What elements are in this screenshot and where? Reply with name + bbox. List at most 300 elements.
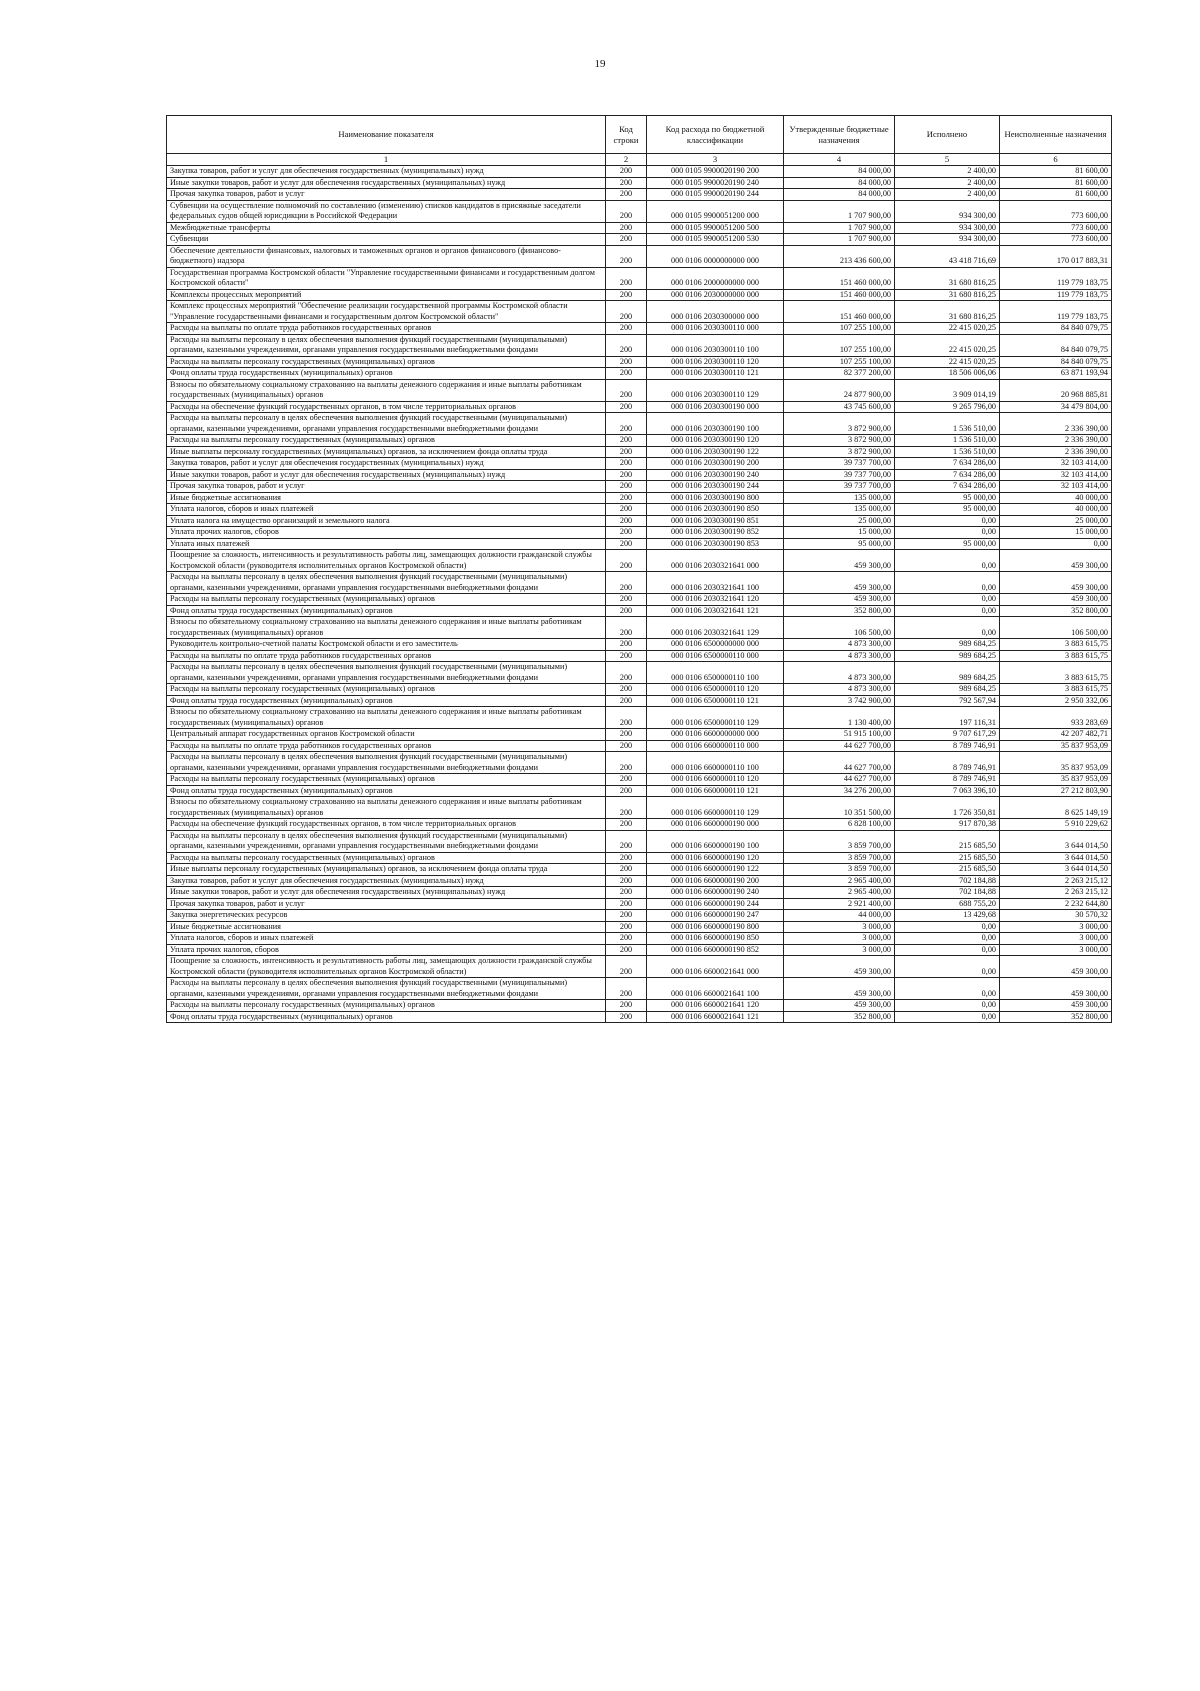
row-executed-amount: 8 789 746,91 [895,740,1000,752]
row-line-code: 200 [606,413,647,435]
row-executed-amount: 0,00 [895,978,1000,1000]
table-row [167,910,1112,922]
row-executed-amount: 917 870,38 [895,819,1000,831]
row-budget-classification-code: 000 0106 6500000110 120 [647,684,784,696]
row-approved-amount: 459 300,00 [784,550,895,572]
row-executed-amount: 13 429,68 [895,910,1000,922]
row-indicator-name: Расходы на выплаты персоналу в целях обеспечения выполнения функций государственными (муниципальными) органами, казенными учреждениями, органами управления государственными внебюджетными фондами [167,830,606,852]
row-approved-amount: 84 000,00 [784,177,895,189]
table-row [167,852,1112,864]
row-line-code: 200 [606,956,647,978]
row-unexecuted-amount: 2 336 390,00 [1000,446,1112,458]
row-unexecuted-amount: 34 479 804,00 [1000,401,1112,413]
table-row [167,413,1112,435]
row-budget-classification-code: 000 0106 2030321641 100 [647,572,784,594]
row-unexecuted-amount: 459 300,00 [1000,572,1112,594]
row-unexecuted-amount: 106 500,00 [1000,617,1112,639]
row-budget-classification-code: 000 0106 6500000000 000 [647,639,784,651]
row-approved-amount: 3 000,00 [784,944,895,956]
row-unexecuted-amount: 84 840 079,75 [1000,323,1112,335]
row-line-code: 200 [606,356,647,368]
row-executed-amount: 792 567,94 [895,695,1000,707]
row-executed-amount: 95 000,00 [895,538,1000,550]
row-line-code: 200 [606,707,647,729]
row-approved-amount: 135 000,00 [784,504,895,516]
row-approved-amount: 1 707 900,00 [784,234,895,246]
row-line-code: 200 [606,323,647,335]
row-executed-amount: 989 684,25 [895,684,1000,696]
row-line-code: 200 [606,458,647,470]
row-line-code: 200 [606,852,647,864]
row-line-code: 200 [606,245,647,267]
row-indicator-name: Иные закупки товаров, работ и услуг для обеспечения государственных (муниципальных) нужд [167,887,606,899]
row-unexecuted-amount: 81 600,00 [1000,189,1112,201]
row-approved-amount: 44 627 700,00 [784,752,895,774]
row-indicator-name: Расходы на выплаты персоналу государственных (муниципальных) органов [167,1000,606,1012]
table-row [167,752,1112,774]
row-indicator-name: Уплата налогов, сборов и иных платежей [167,933,606,945]
row-executed-amount: 7 634 286,00 [895,458,1000,470]
row-budget-classification-code: 000 0106 6600000190 122 [647,864,784,876]
header-indicator-name: Наименование показателя [167,116,606,154]
row-budget-classification-code: 000 0106 6600021641 100 [647,978,784,1000]
row-executed-amount: 2 400,00 [895,166,1000,178]
row-line-code: 200 [606,301,647,323]
table-row [167,334,1112,356]
row-approved-amount: 3 859 700,00 [784,852,895,864]
row-budget-classification-code: 000 0106 2030321641 120 [647,594,784,606]
row-executed-amount: 2 400,00 [895,177,1000,189]
row-approved-amount: 39 737 700,00 [784,481,895,493]
table-row [167,617,1112,639]
row-indicator-name: Расходы на выплаты персоналу государственных (муниципальных) органов [167,852,606,864]
row-line-code: 200 [606,740,647,752]
row-unexecuted-amount: 40 000,00 [1000,504,1112,516]
row-executed-amount: 934 300,00 [895,200,1000,222]
row-budget-classification-code: 000 0105 9900020190 244 [647,189,784,201]
row-line-code: 200 [606,650,647,662]
row-executed-amount: 22 415 020,25 [895,323,1000,335]
row-approved-amount: 1 707 900,00 [784,200,895,222]
row-approved-amount: 39 737 700,00 [784,458,895,470]
row-line-code: 200 [606,435,647,447]
row-indicator-name: Субвенции [167,234,606,246]
row-line-code: 200 [606,334,647,356]
table-row [167,189,1112,201]
row-executed-amount: 197 116,31 [895,707,1000,729]
row-indicator-name: Закупка товаров, работ и услуг для обеспечения государственных (муниципальных) нужд [167,875,606,887]
row-indicator-name: Расходы на выплаты по оплате труда работников государственных органов [167,323,606,335]
table-row [167,978,1112,1000]
row-unexecuted-amount: 3 883 615,75 [1000,684,1112,696]
row-indicator-name: Уплата прочих налогов, сборов [167,944,606,956]
row-budget-classification-code: 000 0106 6600000190 240 [647,887,784,899]
row-line-code: 200 [606,933,647,945]
row-approved-amount: 352 800,00 [784,1011,895,1023]
row-line-code: 200 [606,177,647,189]
row-unexecuted-amount: 459 300,00 [1000,956,1112,978]
header-unexecuted-appropriations: Неисполненные назначения [1000,116,1112,154]
row-approved-amount: 84 000,00 [784,166,895,178]
row-budget-classification-code: 000 0106 6600021641 120 [647,1000,784,1012]
row-approved-amount: 3 742 900,00 [784,695,895,707]
row-executed-amount: 1 536 510,00 [895,413,1000,435]
header-approved-appropriations: Утвержденные бюджетные назначения [784,116,895,154]
row-line-code: 200 [606,189,647,201]
table-row [167,898,1112,910]
row-executed-amount: 2 400,00 [895,189,1000,201]
row-unexecuted-amount: 3 883 615,75 [1000,639,1112,651]
row-budget-classification-code: 000 0106 6600000000 000 [647,729,784,741]
row-budget-classification-code: 000 0106 2030300190 244 [647,481,784,493]
row-executed-amount: 1 536 510,00 [895,446,1000,458]
table-row [167,875,1112,887]
row-indicator-name: Взносы по обязательному социальному страхованию на выплаты денежного содержания и иные выплаты работникам государственных (муниципальных) органов [167,617,606,639]
row-approved-amount: 84 000,00 [784,189,895,201]
row-indicator-name: Фонд оплаты труда государственных (муниципальных) органов [167,695,606,707]
row-unexecuted-amount: 3 883 615,75 [1000,650,1112,662]
row-line-code: 200 [606,538,647,550]
row-approved-amount: 44 627 700,00 [784,774,895,786]
row-unexecuted-amount: 2 336 390,00 [1000,413,1112,435]
row-approved-amount: 3 859 700,00 [784,830,895,852]
row-line-code: 200 [606,797,647,819]
row-executed-amount: 0,00 [895,527,1000,539]
row-budget-classification-code: 000 0106 2030300190 240 [647,469,784,481]
column-number: 4 [784,154,895,166]
row-line-code: 200 [606,898,647,910]
row-indicator-name: Иные выплаты персоналу государственных (муниципальных) органов, за исключением фонда оплаты труда [167,446,606,458]
row-approved-amount: 10 351 500,00 [784,797,895,819]
row-budget-classification-code: 000 0106 2030300190 200 [647,458,784,470]
row-indicator-name: Фонд оплаты труда государственных (муниципальных) органов [167,605,606,617]
row-line-code: 200 [606,752,647,774]
row-budget-classification-code: 000 0106 6500000110 000 [647,650,784,662]
row-budget-classification-code: 000 0106 2030300110 121 [647,368,784,380]
row-budget-classification-code: 000 0106 2030300190 851 [647,515,784,527]
row-unexecuted-amount: 32 103 414,00 [1000,481,1112,493]
row-indicator-name: Поощрение за сложность, интенсивность и результативность работы лиц, замещающих должности гражданской службы Костромской области (руководителя исполнительных органов Костромской области) [167,550,606,572]
row-line-code: 200 [606,200,647,222]
row-indicator-name: Расходы на выплаты персоналу государственных (муниципальных) органов [167,594,606,606]
row-budget-classification-code: 000 0106 2030300190 853 [647,538,784,550]
row-unexecuted-amount: 5 910 229,62 [1000,819,1112,831]
row-indicator-name: Государственная программа Костромской области "Управление государственными финансами и государственным долгом Костромской области" [167,267,606,289]
row-line-code: 200 [606,684,647,696]
row-line-code: 200 [606,166,647,178]
row-indicator-name: Руководитель контрольно-счетной палаты Костромской области и его заместитель [167,639,606,651]
table-row [167,492,1112,504]
table-row [167,550,1112,572]
row-unexecuted-amount: 773 600,00 [1000,200,1112,222]
column-number: 6 [1000,154,1112,166]
table-row [167,785,1112,797]
table-row [167,650,1112,662]
row-indicator-name: Расходы на выплаты персоналу в целях обеспечения выполнения функций государственными (муниципальными) органами, казенными учреждениями, органами управления государственными внебюджетными фондами [167,334,606,356]
row-executed-amount: 31 680 816,25 [895,289,1000,301]
row-line-code: 200 [606,910,647,922]
row-indicator-name: Иные бюджетные ассигнования [167,492,606,504]
row-approved-amount: 34 276 200,00 [784,785,895,797]
row-unexecuted-amount: 15 000,00 [1000,527,1112,539]
row-executed-amount: 0,00 [895,956,1000,978]
row-executed-amount: 989 684,25 [895,662,1000,684]
row-budget-classification-code: 000 0106 2030300190 120 [647,435,784,447]
table-row [167,921,1112,933]
row-budget-classification-code: 000 0106 6600000190 120 [647,852,784,864]
row-unexecuted-amount: 84 840 079,75 [1000,356,1112,368]
row-line-code: 200 [606,864,647,876]
table-row [167,267,1112,289]
table-row [167,956,1112,978]
row-executed-amount: 8 789 746,91 [895,774,1000,786]
row-budget-classification-code: 000 0106 6600021641 000 [647,956,784,978]
row-line-code: 200 [606,944,647,956]
row-line-code: 200 [606,368,647,380]
row-executed-amount: 0,00 [895,572,1000,594]
row-unexecuted-amount: 773 600,00 [1000,222,1112,234]
table-row [167,356,1112,368]
table-row [167,933,1112,945]
row-approved-amount: 352 800,00 [784,605,895,617]
row-approved-amount: 51 915 100,00 [784,729,895,741]
row-approved-amount: 95 000,00 [784,538,895,550]
row-budget-classification-code: 000 0106 2030300190 800 [647,492,784,504]
table-row [167,864,1112,876]
row-budget-classification-code: 000 0106 6600021641 121 [647,1011,784,1023]
row-approved-amount: 6 828 100,00 [784,819,895,831]
row-indicator-name: Межбюджетные трансферты [167,222,606,234]
row-executed-amount: 7 063 396,10 [895,785,1000,797]
row-line-code: 200 [606,492,647,504]
row-budget-classification-code: 000 0106 6600000190 852 [647,944,784,956]
row-approved-amount: 3 872 900,00 [784,413,895,435]
row-approved-amount: 151 460 000,00 [784,289,895,301]
row-indicator-name: Расходы на выплаты персоналу государственных (муниципальных) органов [167,684,606,696]
row-unexecuted-amount: 2 950 332,06 [1000,695,1112,707]
table-row [167,594,1112,606]
row-approved-amount: 4 873 300,00 [784,650,895,662]
header-budget-classification-code: Код расхода по бюджетной классификации [647,116,784,154]
row-unexecuted-amount: 119 779 183,75 [1000,301,1112,323]
row-indicator-name: Расходы на выплаты персоналу в целях обеспечения выполнения функций государственными (муниципальными) органами, казенными учреждениями, органами управления государственными внебюджетными фондами [167,413,606,435]
row-approved-amount: 107 255 100,00 [784,323,895,335]
row-indicator-name: Расходы на выплаты по оплате труда работников государственных органов [167,650,606,662]
row-line-code: 200 [606,617,647,639]
row-executed-amount: 0,00 [895,1011,1000,1023]
row-indicator-name: Поощрение за сложность, интенсивность и результативность работы лиц, замещающих должности гражданской службы Костромской области (руководителя исполнительных органов Костромской области) [167,956,606,978]
row-budget-classification-code: 000 0106 6600000110 100 [647,752,784,774]
row-indicator-name: Иные выплаты персоналу государственных (муниципальных) органов, за исключением фонда оплаты труда [167,864,606,876]
row-approved-amount: 459 300,00 [784,978,895,1000]
row-unexecuted-amount: 0,00 [1000,538,1112,550]
row-executed-amount: 934 300,00 [895,222,1000,234]
row-executed-amount: 43 418 716,69 [895,245,1000,267]
table-header-row [167,116,1112,154]
row-unexecuted-amount: 84 840 079,75 [1000,334,1112,356]
table-row [167,695,1112,707]
row-executed-amount: 215 685,50 [895,830,1000,852]
row-approved-amount: 4 873 300,00 [784,662,895,684]
column-number: 5 [895,154,1000,166]
row-approved-amount: 1 707 900,00 [784,222,895,234]
row-budget-classification-code: 000 0105 9900051200 000 [647,200,784,222]
table-row [167,740,1112,752]
row-executed-amount: 22 415 020,25 [895,334,1000,356]
row-executed-amount: 0,00 [895,1000,1000,1012]
row-indicator-name: Закупка товаров, работ и услуг для обеспечения государственных (муниципальных) нужд [167,166,606,178]
row-indicator-name: Расходы на выплаты персоналу государственных (муниципальных) органов [167,774,606,786]
row-indicator-name: Иные закупки товаров, работ и услуг для обеспечения государственных (муниципальных) нужд [167,469,606,481]
row-approved-amount: 3 000,00 [784,933,895,945]
table-row [167,1000,1112,1012]
row-unexecuted-amount: 773 600,00 [1000,234,1112,246]
row-indicator-name: Субвенции на осуществление полномочий по составлению (изменению) списков кандидатов в присяжные заседатели федеральных судов общей юрисдикции в Российской Федерации [167,200,606,222]
row-indicator-name: Уплата иных платежей [167,538,606,550]
table-body [167,166,1112,1023]
table-row [167,944,1112,956]
row-budget-classification-code: 000 0106 6500000110 129 [647,707,784,729]
row-indicator-name: Расходы на обеспечение функций государственных органов, в том числе территориальных органов [167,401,606,413]
table-row [167,527,1112,539]
row-approved-amount: 459 300,00 [784,956,895,978]
row-indicator-name: Расходы на выплаты персоналу в целях обеспечения выполнения функций государственными (муниципальными) органами, казенными учреждениями, органами управления государственными внебюджетными фондами [167,662,606,684]
table-row [167,177,1112,189]
row-executed-amount: 989 684,25 [895,650,1000,662]
row-unexecuted-amount: 119 779 183,75 [1000,289,1112,301]
row-executed-amount: 215 685,50 [895,864,1000,876]
row-unexecuted-amount: 63 871 193,94 [1000,368,1112,380]
table-row [167,797,1112,819]
table-row [167,469,1112,481]
header-line-code: Код строки [606,116,647,154]
row-budget-classification-code: 000 0106 2030300190 122 [647,446,784,458]
row-unexecuted-amount: 352 800,00 [1000,1011,1112,1023]
row-line-code: 200 [606,1011,647,1023]
row-line-code: 200 [606,267,647,289]
row-budget-classification-code: 000 0105 9900020190 200 [647,166,784,178]
row-line-code: 200 [606,875,647,887]
row-line-code: 200 [606,978,647,1000]
row-executed-amount: 7 634 286,00 [895,469,1000,481]
row-approved-amount: 459 300,00 [784,1000,895,1012]
row-approved-amount: 2 965 400,00 [784,875,895,887]
row-unexecuted-amount: 81 600,00 [1000,166,1112,178]
row-executed-amount: 3 909 014,19 [895,379,1000,401]
row-indicator-name: Расходы на выплаты по оплате труда работников государственных органов [167,740,606,752]
row-unexecuted-amount: 3 000,00 [1000,933,1112,945]
table-row [167,819,1112,831]
row-approved-amount: 151 460 000,00 [784,301,895,323]
row-executed-amount: 95 000,00 [895,504,1000,516]
row-line-code: 200 [606,515,647,527]
row-line-code: 200 [606,234,647,246]
row-approved-amount: 43 745 600,00 [784,401,895,413]
row-unexecuted-amount: 20 968 885,81 [1000,379,1112,401]
row-budget-classification-code: 000 0106 2030300190 852 [647,527,784,539]
row-approved-amount: 3 859 700,00 [784,864,895,876]
column-number: 2 [606,154,647,166]
table-row [167,639,1112,651]
row-indicator-name: Фонд оплаты труда государственных (муниципальных) органов [167,785,606,797]
table-row [167,515,1112,527]
row-executed-amount: 0,00 [895,605,1000,617]
row-indicator-name: Расходы на выплаты персоналу в целях обеспечения выполнения функций государственными (муниципальными) органами, казенными учреждениями, органами управления государственными внебюджетными фондами [167,752,606,774]
row-approved-amount: 459 300,00 [784,572,895,594]
table-row [167,887,1112,899]
table-row [167,245,1112,267]
row-line-code: 200 [606,662,647,684]
row-indicator-name: Обеспечение деятельности финансовых, налоговых и таможенных органов и органов финансового (финансово-бюджетного) надзора [167,245,606,267]
row-approved-amount: 1 130 400,00 [784,707,895,729]
row-budget-classification-code: 000 0106 2030300000 000 [647,301,784,323]
row-indicator-name: Иные бюджетные ассигнования [167,921,606,933]
row-budget-classification-code: 000 0106 6600000110 120 [647,774,784,786]
row-line-code: 200 [606,887,647,899]
table-row [167,572,1112,594]
row-unexecuted-amount: 2 336 390,00 [1000,435,1112,447]
row-approved-amount: 135 000,00 [784,492,895,504]
row-approved-amount: 44 000,00 [784,910,895,922]
row-indicator-name: Фонд оплаты труда государственных (муниципальных) органов [167,368,606,380]
row-executed-amount: 1 726 350,81 [895,797,1000,819]
table-row [167,504,1112,516]
row-line-code: 200 [606,379,647,401]
table-row [167,166,1112,178]
row-indicator-name: Взносы по обязательному социальному страхованию на выплаты денежного содержания и иные выплаты работникам государственных (муниципальных) органов [167,379,606,401]
row-indicator-name: Прочая закупка товаров, работ и услуг [167,898,606,910]
row-line-code: 200 [606,481,647,493]
table-row [167,684,1112,696]
row-indicator-name: Расходы на выплаты персоналу государственных (муниципальных) органов [167,435,606,447]
table-row [167,323,1112,335]
row-approved-amount: 44 627 700,00 [784,740,895,752]
table-row [167,1011,1112,1023]
row-unexecuted-amount: 170 017 883,31 [1000,245,1112,267]
row-budget-classification-code: 000 0106 6600000190 800 [647,921,784,933]
row-executed-amount: 31 680 816,25 [895,301,1000,323]
table-row [167,301,1112,323]
budget-execution-table [166,115,1112,1023]
table-row [167,368,1112,380]
row-unexecuted-amount: 35 837 953,09 [1000,740,1112,752]
row-line-code: 200 [606,401,647,413]
row-unexecuted-amount: 30 570,32 [1000,910,1112,922]
row-executed-amount: 8 789 746,91 [895,752,1000,774]
row-executed-amount: 0,00 [895,550,1000,572]
row-approved-amount: 3 000,00 [784,921,895,933]
row-budget-classification-code: 000 0106 6600000110 129 [647,797,784,819]
table-row [167,446,1112,458]
row-line-code: 200 [606,289,647,301]
row-line-code: 200 [606,1000,647,1012]
row-executed-amount: 0,00 [895,921,1000,933]
table-row [167,481,1112,493]
column-number: 1 [167,154,606,166]
row-unexecuted-amount: 933 283,69 [1000,707,1112,729]
row-indicator-name: Закупка энергетических ресурсов [167,910,606,922]
row-indicator-name: Расходы на обеспечение функций государственных органов, в том числе территориальных органов [167,819,606,831]
row-budget-classification-code: 000 0106 2030300110 000 [647,323,784,335]
row-line-code: 200 [606,695,647,707]
row-unexecuted-amount: 25 000,00 [1000,515,1112,527]
row-approved-amount: 2 921 400,00 [784,898,895,910]
row-budget-classification-code: 000 0106 6600000190 850 [647,933,784,945]
row-unexecuted-amount: 3 883 615,75 [1000,662,1112,684]
row-approved-amount: 4 873 300,00 [784,639,895,651]
row-unexecuted-amount: 459 300,00 [1000,978,1112,1000]
row-indicator-name: Фонд оплаты труда государственных (муниципальных) органов [167,1011,606,1023]
